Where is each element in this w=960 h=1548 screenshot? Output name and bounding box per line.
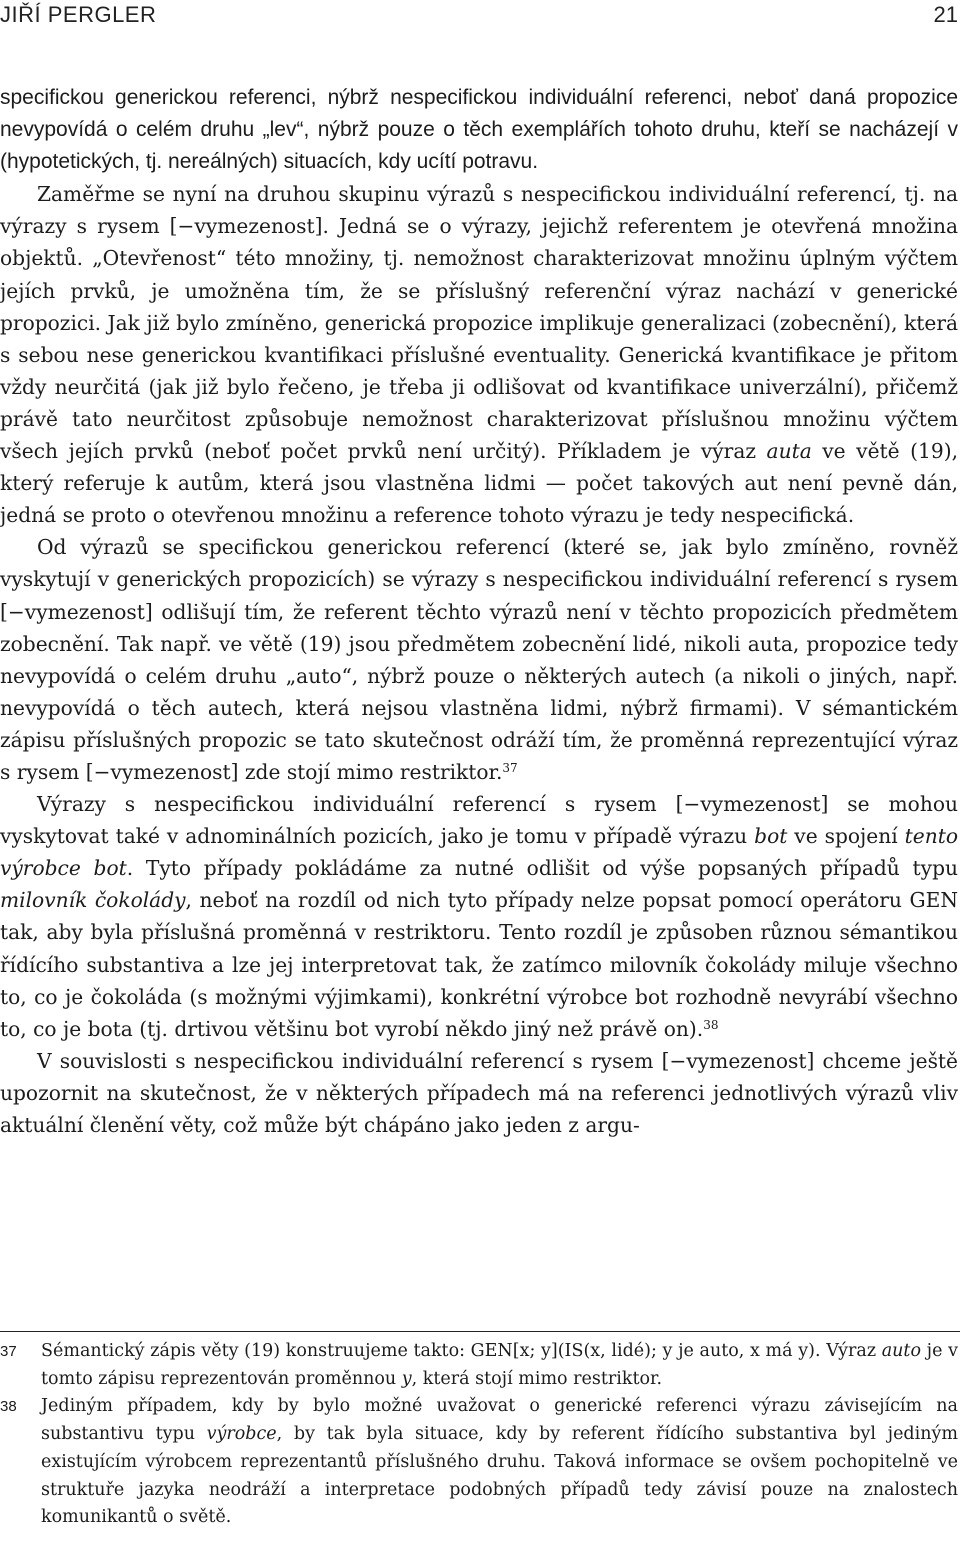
paragraph [0, 1045, 958, 1141]
paragraph-text: , neboť na rozdíl od nich tyto případy nelze popsat pomocí operátoru GEN tak, aby byla příslušná proměnná v restriktoru. Tento rozdíl je způsoben různou sémantikou řídícího substantiva a lze jej interpretovat tak, že zatímco milovník čokolády miluje všechno to, co je čokoláda (s možnými výjimkami), konkrétní výrobce bot rozhodně nevyrábí všechno to, co je bota (tj. drtivou většinu bot vyrobí někdo jiný než právě on). [0, 888, 958, 1041]
paragraph-text: specifickou generickou referenci, nýbrž nespecifickou individuální referenci, neboť daná propozice nevypovídá o celém druhu „lev“, nýbrž pouze o těch exemplářích tohoto druhu, kteří se nacházejí v (hypotetických, tj. nereálných) situacích, kdy ucítí potravu. [0, 86, 958, 174]
italic-term: milovník čokolády [0, 888, 186, 913]
footnote [0, 1338, 958, 1393]
paragraph-text: Výrazy s nespecifickou individuální referencí s rysem [−vymezenost] se mohou vyskytovat také v adnominálních pozicích, jako je tomu v případě výrazu [0, 792, 958, 849]
italic-term: bot [754, 824, 788, 849]
italic-term: auto [881, 1341, 921, 1361]
paragraph [0, 788, 958, 1045]
paragraph [0, 178, 958, 531]
footnote-text: , by tak byla situace, kdy by referent řídícího substantiva byl jediným existujícím výrobcem reprezentantů příslušného druhu. Taková informace se ovšem pochopitelně ve struktuře jazyka neodráží a interpretace podobných případů tedy závisí pouze na znalostech komunikantů o světě. [41, 1424, 958, 1528]
italic-term: tento výrobce bot [0, 824, 958, 881]
italic-term: auta [766, 439, 812, 464]
running-head: JIŘÍ PERGLER [0, 2, 157, 27]
body-text [0, 82, 958, 1141]
paragraph-text: Od výrazů se specifickou generickou referencí (které se, jak bylo zmíněno, rovněž vyskytují v generických propozicích) se výrazy s nespecifickou individuální referencí s rysem [−vymezenost] odlišují tím, že referent těchto výrazů není v těchto propozicích předmětem zobecnění. Tak např. ve větě (19) jsou předmětem zobecnění lidé, nikoli auta, propozice tedy nevypovídá o celém druhu „auto“, nýbrž pouze o některých autech (a nikoli o jiných, např. nevypovídá o těch autech, která nejsou vlastněna lidmi, nýbrž firmami). V sémantickém zápisu příslušných propozic se tato skutečnost odráží tím, že proměnná reprezentující výraz s rysem [−vymezenost] zde stojí mimo restriktor. [0, 535, 958, 784]
paragraph-text: V souvislosti s nespecifickou individuální referencí s rysem [−vymezenost] chceme ještě upozornit na skutečnost, že v některých případech má na referenci jednotlivých výrazů vliv aktuální členění věty, což může být chápáno jako jeden z argu- [0, 1048, 958, 1137]
footnote-text: je v tomto zápisu reprezentován proměnnou [41, 1341, 958, 1389]
italic-term: y [401, 1368, 412, 1389]
paragraph-text: ve větě (19), který referuje k autům, která jsou vlastněna lidmi — počet takových aut není pevně dán, jedná se proto o otevřenou množinu a reference tohoto výrazu je tedy nespecifická. [0, 439, 958, 528]
page-header [0, 0, 960, 40]
paragraph-text: . Tyto případy pokládáme za nutné odlišit od výše popsaných případů typu [126, 856, 958, 881]
footnote-text: Jediným případem, kdy by bylo možné uvažovat o generické referenci výrazu závisejícím na substantivu typu [41, 1396, 958, 1445]
paragraph-text: ve spojení [787, 824, 905, 849]
footnote-text: , která stojí mimo restriktor. [411, 1368, 663, 1389]
footnote-text: Sémantický zápis věty (19) konstruujeme takto: GEN[x; y](IS(x, lidé); y je auto, x má y). Výraz [41, 1341, 882, 1361]
page-number: 21 [933, 2, 958, 27]
footnote-reference[interactable]: 38 [703, 1017, 719, 1032]
footnote-separator [0, 1331, 960, 1332]
footnotes [0, 1338, 958, 1532]
paragraph [0, 531, 958, 788]
footnote-reference[interactable]: 37 [502, 760, 518, 775]
paragraph [0, 82, 958, 178]
italic-term: výrobce [206, 1424, 277, 1445]
footnote [0, 1393, 958, 1532]
footnote-number: 38 [0, 1398, 17, 1416]
paragraph-text: Zaměřme se nyní na druhou skupinu výrazů s nespecifickou individuální referencí, tj. na výrazy s rysem [−vymezenost]. Jedná se o výrazy, jejichž referentem je otevřená množina objektů. „Otevřenost“ této množiny, tj. nemožnost charakterizovat množinu úplným výčtem jejích prvků, je umožněna tím, že se příslušný referenční výraz nachází v generické propozici. Jak již bylo zmíněno, generická propozice implikuje generalizaci (zobecnění), která s sebou nese generickou kvantifikaci příslušné eventuality. Generická kvantifikace je přitom vždy neurčitá (jak již bylo řečeno, je třeba ji odlišovat od kvantifikace univerzální), přičemž právě tato neurčitost způsobuje nemožnost charakterizovat příslušnou množinu výčtem všech jejích prvků (neboť počet prvků není určitý). Příkladem je výraz [0, 182, 958, 464]
footnote-number: 37 [0, 1343, 17, 1360]
